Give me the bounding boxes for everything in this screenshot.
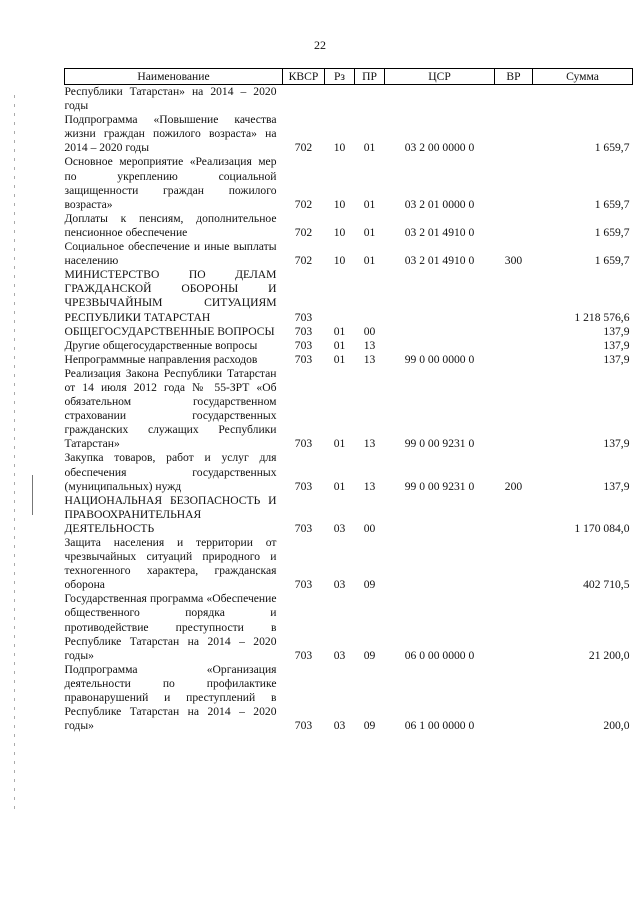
row-csr <box>385 85 495 114</box>
row-rz: 01 <box>333 338 346 352</box>
row-rz: 10 <box>333 197 346 211</box>
row-name: Защита населения и территории от чрезвычайных ситуаций природного и техногенного характера, гражданская оборона <box>64 536 277 592</box>
row-csr: 06 1 00 0000 0 <box>404 719 475 733</box>
row-pr: 00 <box>363 521 376 535</box>
row-vr <box>495 353 533 367</box>
row-name: МИНИСТЕРСТВО ПО ДЕЛАМ ГРАЖДАНСКОЙ ОБОРОНЫ И ЧРЕЗВЫЧАЙНЫМ СИТУАЦИЯМ РЕСПУБЛИКИ ТАТАРСТАН <box>64 268 277 324</box>
row-rz <box>325 268 355 324</box>
row-csr: 03 2 01 4910 0 <box>404 254 475 268</box>
row-pr: 09 <box>363 648 376 662</box>
row-vr <box>495 663 533 733</box>
row-name: НАЦИОНАЛЬНАЯ БЕЗОПАСНОСТЬ И ПРАВООХРАНИТЕЛЬНАЯ ДЕЯТЕЛЬНОСТЬ <box>64 493 277 535</box>
row-sum: 1 659,7 <box>594 254 630 268</box>
row-pr: 13 <box>363 352 376 366</box>
row-csr <box>385 339 495 353</box>
row-kvsr: 703 <box>294 479 313 493</box>
row-vr <box>495 592 533 662</box>
row-sum: 137,9 <box>603 324 630 338</box>
row-rz: 03 <box>333 648 346 662</box>
row-pr: 00 <box>363 324 376 338</box>
row-pr <box>355 85 385 114</box>
row-pr <box>355 268 385 324</box>
row-rz: 03 <box>333 578 346 592</box>
row-sum: 402 710,5 <box>583 578 630 592</box>
row-name: Закупка товаров, работ и услуг для обеспечения государственных (муниципальных) нужд <box>64 451 277 493</box>
row-vr <box>495 212 533 240</box>
header-rz: Рз <box>325 69 355 85</box>
table-row <box>65 592 633 662</box>
row-pr: 09 <box>363 719 376 733</box>
row-vr <box>495 155 533 211</box>
table-row <box>65 113 633 155</box>
row-pr: 01 <box>363 225 376 239</box>
row-pr: 01 <box>363 197 376 211</box>
table-header-row <box>65 69 633 85</box>
header-vr: ВР <box>495 69 533 85</box>
row-csr: 03 2 01 0000 0 <box>404 197 475 211</box>
row-vr <box>495 113 533 155</box>
row-kvsr: 703 <box>294 324 313 338</box>
row-vr <box>495 367 533 452</box>
row-csr: 99 0 00 0000 0 <box>404 352 475 366</box>
row-kvsr: 703 <box>294 310 313 324</box>
page-number: 22 <box>314 38 326 52</box>
row-name: Другие общегосударственные вопросы <box>64 338 258 352</box>
row-csr: 03 2 00 0000 0 <box>404 141 475 155</box>
row-kvsr: 702 <box>294 254 313 268</box>
row-name: Республики Татарстан» на 2014 – 2020 годы <box>64 85 277 113</box>
header-sum: Сумма <box>533 69 633 85</box>
row-pr: 13 <box>363 338 376 352</box>
table-row <box>65 494 633 536</box>
row-pr: 01 <box>363 141 376 155</box>
row-rz: 03 <box>333 719 346 733</box>
row-name: Реализация Закона Республики Татарстан от 14 июля 2012 года № 55-ЗРТ «Об обязательном государственном страховании государственных гражданских служащих Республики Татарстан» <box>64 366 277 451</box>
row-kvsr: 703 <box>294 338 313 352</box>
header-kvsr: КВСР <box>283 69 325 85</box>
row-sum: 1 659,7 <box>594 141 630 155</box>
row-sum: 137,9 <box>603 352 630 366</box>
row-pr: 13 <box>363 437 376 451</box>
table-row <box>65 339 633 353</box>
row-rz: 10 <box>333 225 346 239</box>
row-kvsr: 702 <box>294 141 313 155</box>
row-kvsr <box>283 85 325 114</box>
row-rz: 01 <box>333 352 346 366</box>
row-vr <box>495 325 533 339</box>
row-csr: 03 2 01 4910 0 <box>404 225 475 239</box>
row-vr <box>495 339 533 353</box>
row-csr <box>385 494 495 536</box>
row-name: Государственная программа «Обеспечение общественного порядка и противодействие преступности в Республике Татарстан на 2014 – 2020 годы» <box>64 592 277 662</box>
row-vr <box>495 494 533 536</box>
row-vr <box>495 268 533 324</box>
row-kvsr: 702 <box>294 197 313 211</box>
row-sum: 137,9 <box>603 338 630 352</box>
row-kvsr: 703 <box>294 352 313 366</box>
table-row <box>65 85 633 114</box>
row-rz: 10 <box>333 141 346 155</box>
table-row <box>65 268 633 324</box>
row-name: Основное мероприятие «Реализация мер по укреплению социальной защищенности граждан пожилого возраста» <box>64 155 277 211</box>
header-name: Наименование <box>65 69 283 85</box>
row-sum: 137,9 <box>603 437 630 451</box>
row-name: ОБЩЕГОСУДАРСТВЕННЫЕ ВОПРОСЫ <box>64 324 275 338</box>
row-pr: 01 <box>363 254 376 268</box>
table-row <box>65 663 633 733</box>
row-sum: 1 218 576,6 <box>574 310 630 324</box>
row-name: Доплаты к пенсиям, дополнительное пенсионное обеспечение <box>64 211 277 239</box>
row-name: Подпрограмма «Повышение качества жизни граждан пожилого возраста» на 2014 – 2020 годы <box>64 113 277 155</box>
row-pr: 09 <box>363 578 376 592</box>
row-name: Непрограммные направления расходов <box>64 352 258 366</box>
row-rz: 01 <box>333 324 346 338</box>
row-rz: 03 <box>333 521 346 535</box>
row-vr: 300 <box>504 254 523 268</box>
row-sum: 1 659,7 <box>594 225 630 239</box>
header-pr: ПР <box>355 69 385 85</box>
table-row <box>65 353 633 367</box>
row-rz: 10 <box>333 254 346 268</box>
row-vr <box>495 536 533 592</box>
row-sum: 200,0 <box>603 719 630 733</box>
budget-table <box>64 68 633 733</box>
header-csr: ЦСР <box>385 69 495 85</box>
row-kvsr: 703 <box>294 648 313 662</box>
row-sum: 21 200,0 <box>588 648 630 662</box>
row-csr: 99 0 00 9231 0 <box>404 437 475 451</box>
row-name: Подпрограмма «Организация деятельности по профилактике правонарушений и преступлений в Республике Татарстан на 2014 – 2020 годы» <box>64 662 277 733</box>
row-csr: 99 0 00 9231 0 <box>404 479 475 493</box>
row-kvsr: 702 <box>294 225 313 239</box>
row-name: Социальное обеспечение и иные выплаты населению <box>64 240 277 268</box>
row-vr <box>495 85 533 114</box>
table-row <box>65 155 633 211</box>
row-rz <box>325 85 355 114</box>
row-csr: 06 0 00 0000 0 <box>404 648 475 662</box>
row-csr <box>385 536 495 592</box>
row-kvsr: 703 <box>294 521 313 535</box>
margin-mark <box>32 475 33 515</box>
row-sum: 1 170 084,0 <box>574 521 630 535</box>
row-sum: 137,9 <box>603 479 630 493</box>
row-vr: 200 <box>504 479 523 493</box>
table-row <box>65 367 633 452</box>
row-csr <box>385 268 495 324</box>
table-row <box>65 451 633 493</box>
table-row <box>65 325 633 339</box>
table-row <box>65 240 633 268</box>
row-rz: 01 <box>333 479 346 493</box>
row-kvsr: 703 <box>294 437 313 451</box>
row-pr: 13 <box>363 479 376 493</box>
row-sum: 1 659,7 <box>594 197 630 211</box>
row-kvsr: 703 <box>294 719 313 733</box>
row-kvsr: 703 <box>294 578 313 592</box>
row-csr <box>385 325 495 339</box>
row-sum <box>533 85 633 114</box>
margin-mark <box>14 95 15 815</box>
table-row <box>65 536 633 592</box>
row-rz: 01 <box>333 437 346 451</box>
table-row <box>65 212 633 240</box>
